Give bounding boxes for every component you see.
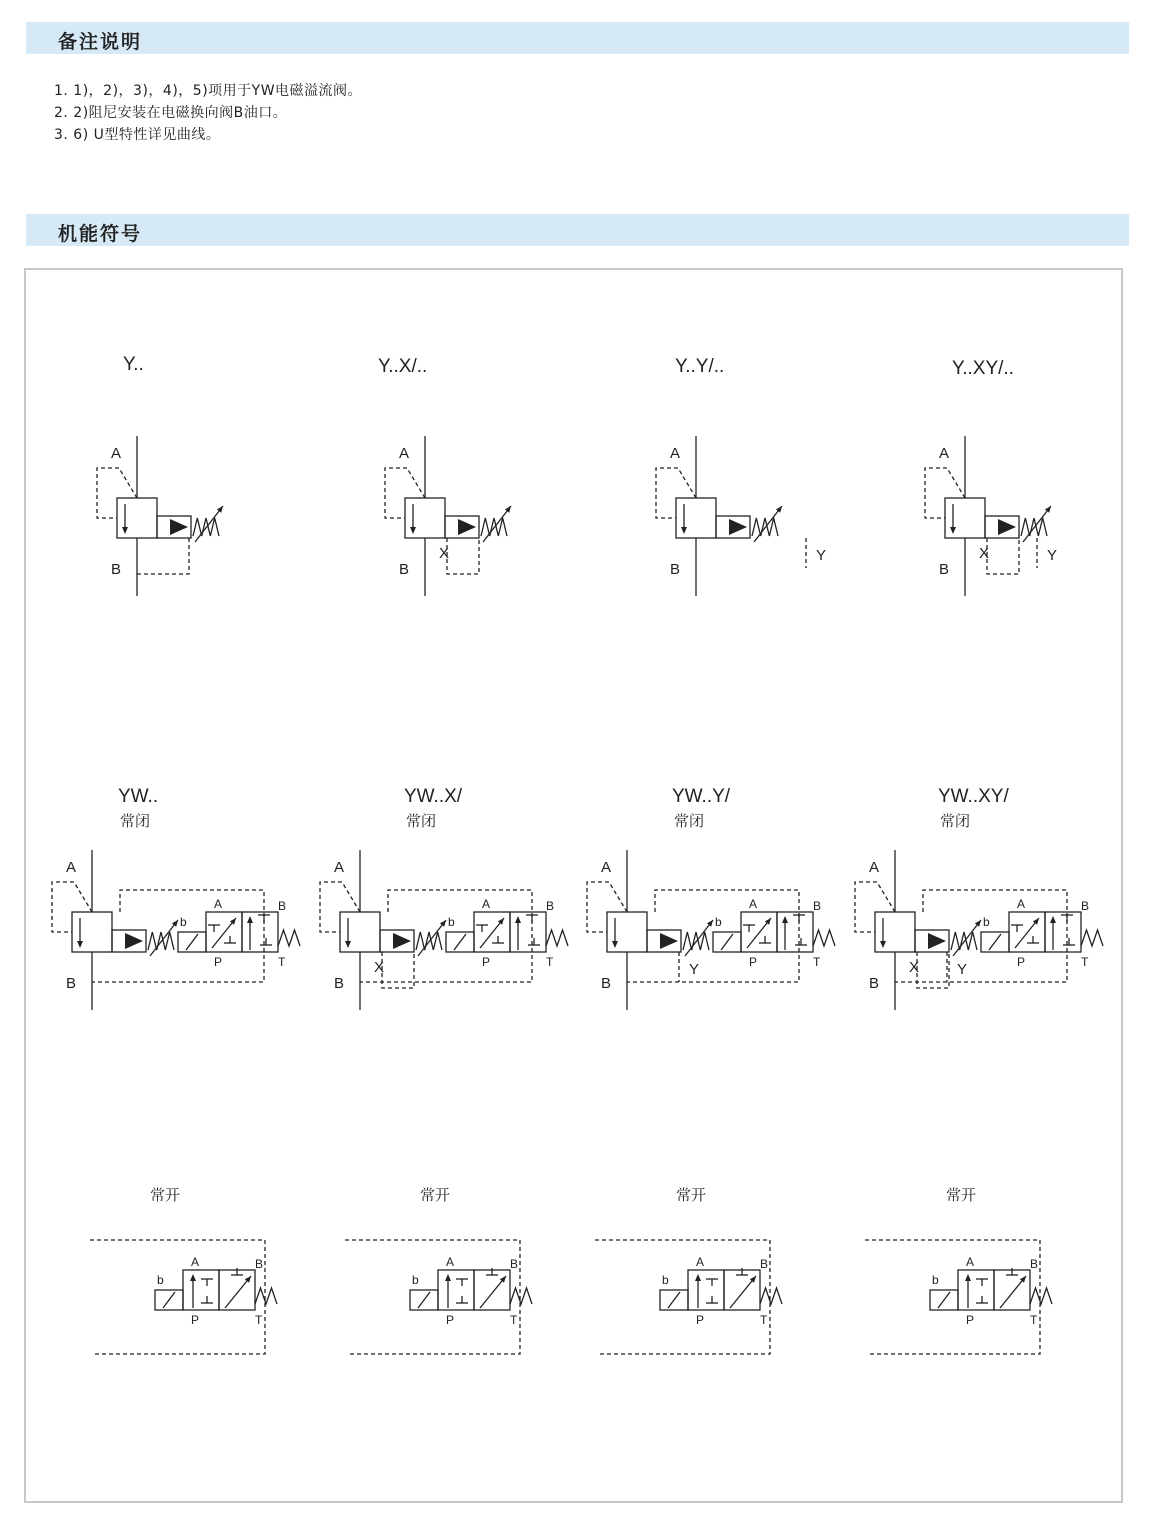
symbol-title: YW..X/ [404, 786, 463, 807]
spring [255, 1288, 277, 1304]
valve-envelope-left [438, 1270, 474, 1310]
spring [278, 930, 300, 946]
solenoid-mark [186, 934, 198, 950]
pilot-triangle [660, 933, 678, 949]
relief-valve-body [945, 498, 985, 538]
port-y-label: Y [1047, 547, 1058, 564]
dir-port-t-label: T [813, 955, 821, 969]
pilot-triangle [458, 519, 476, 535]
dir-port-p-label: P [1017, 955, 1026, 969]
dir-port-a-label: A [749, 897, 758, 911]
spring [510, 1288, 532, 1304]
dir-port-t-label: T [510, 1313, 518, 1327]
symbol-row2-2 [320, 786, 568, 1010]
pilot-line-x [987, 538, 1019, 574]
symbol-subtitle: 常开 [150, 1187, 181, 1204]
relief-valve-body [340, 912, 380, 952]
dir-port-a-label: A [191, 1255, 200, 1269]
symbol-subtitle: 常闭 [940, 813, 971, 830]
pilot-triangle [125, 933, 143, 949]
port-x-label: X [909, 959, 920, 976]
symbol-title: YW.. [118, 786, 159, 807]
relief-valve-body [72, 912, 112, 952]
pilot-triangle [170, 519, 188, 535]
dir-port-t-label: T [546, 955, 554, 969]
dir-port-p-label: P [966, 1313, 975, 1327]
dir-port-b-label: B [1081, 899, 1090, 913]
dir-port-b-label: B [1030, 1257, 1039, 1271]
port-a-label: A [670, 445, 681, 462]
arrow-head [612, 941, 618, 948]
note-item: 1. 1)，2)，3)，4)，5)项用于YW电磁溢流阀。 [54, 83, 363, 99]
valve-envelope-right [219, 1270, 255, 1310]
relief-valve-body [676, 498, 716, 538]
dir-port-t-label: T [255, 1313, 263, 1327]
spring [1030, 1288, 1052, 1304]
valve-envelope-left [183, 1270, 219, 1310]
solenoid-mark [989, 934, 1001, 950]
dir-port-a-label: A [696, 1255, 705, 1269]
solenoid-mark [418, 1292, 430, 1308]
dir-port-a-label: A [214, 897, 223, 911]
solenoid-label: b [157, 1273, 164, 1287]
pilot-triangle [393, 933, 411, 949]
port-a-label: A [869, 859, 880, 876]
dir-port-b-label: B [813, 899, 822, 913]
arrow-head [345, 941, 351, 948]
arrow-head [695, 1274, 701, 1281]
symbol-row2-1 [52, 786, 300, 1010]
dir-port-p-label: P [482, 955, 491, 969]
valve-envelope-left [688, 1270, 724, 1310]
valve-envelope-left [958, 1270, 994, 1310]
port-x-label: X [374, 959, 385, 976]
symbol-title: Y..X/.. [378, 356, 428, 377]
spring [760, 1288, 782, 1304]
symbol-row2-4 [855, 786, 1103, 1010]
symbol-row3-1 [90, 1187, 277, 1354]
relief-valve-body [405, 498, 445, 538]
arrow-head [1050, 916, 1056, 923]
pilot-link [90, 1240, 265, 1354]
symbol-subtitle: 常开 [946, 1187, 977, 1204]
symbol-subtitle: 常闭 [674, 813, 705, 830]
port-y-label: Y [816, 547, 827, 564]
dir-port-t-label: T [278, 955, 286, 969]
dir-port-a-label: A [482, 897, 491, 911]
notes-section-title: 备注说明 [58, 31, 143, 53]
solenoid-label: b [983, 915, 990, 929]
pilot-link [595, 1240, 770, 1354]
arrow-head [247, 916, 253, 923]
spring [813, 930, 835, 946]
arrow-head [880, 941, 886, 948]
dir-port-b-label: B [510, 1257, 519, 1271]
valve-envelope-right [510, 912, 546, 952]
solenoid-mark [163, 1292, 175, 1308]
solenoid-mark [454, 934, 466, 950]
valve-envelope-right [724, 1270, 760, 1310]
arrow-head [77, 941, 83, 948]
dir-port-a-label: A [446, 1255, 455, 1269]
symbol-subtitle: 常开 [676, 1187, 707, 1204]
spring [1081, 930, 1103, 946]
solenoid-label: b [662, 1273, 669, 1287]
port-a-label: A [111, 445, 122, 462]
pilot-triangle [998, 519, 1016, 535]
symbol-title: Y..XY/.. [952, 358, 1014, 379]
port-b-label: B [66, 975, 77, 992]
symbol-row1-2 [378, 356, 511, 596]
arrow-head [190, 1274, 196, 1281]
symbol-row3-4 [865, 1187, 1052, 1354]
valve-envelope-right [777, 912, 813, 952]
arrow-head [950, 527, 956, 534]
arrow-head [515, 916, 521, 923]
pilot-triangle [729, 519, 747, 535]
port-b-label: B [111, 561, 122, 578]
dir-port-p-label: P [749, 955, 758, 969]
note-item: 3. 6) U型特性详见曲线。 [54, 127, 221, 143]
valve-envelope-right [242, 912, 278, 952]
port-y-label: Y [957, 961, 968, 978]
symbol-subtitle: 常开 [420, 1187, 451, 1204]
arrow-head [965, 1274, 971, 1281]
dir-port-t-label: T [760, 1313, 768, 1327]
note-item: 2. 2)阻尼安装在电磁换向阀B油口。 [54, 105, 288, 121]
dir-port-b-label: B [760, 1257, 769, 1271]
port-a-label: A [601, 859, 612, 876]
port-x-label: X [439, 545, 450, 562]
port-x-label: X [979, 545, 990, 562]
symbol-subtitle: 常闭 [120, 813, 151, 830]
spring [546, 930, 568, 946]
solenoid-label: b [932, 1273, 939, 1287]
arrow-head [782, 916, 788, 923]
symbol-title: YW..Y/ [672, 786, 731, 807]
port-a-label: A [334, 859, 345, 876]
solenoid-mark [721, 934, 733, 950]
dir-port-p-label: P [696, 1313, 705, 1327]
pilot-triangle [928, 933, 946, 949]
solenoid-label: b [412, 1273, 419, 1287]
symbol-row3-3 [595, 1187, 782, 1354]
pilot-line-x [447, 538, 479, 574]
port-b-label: B [601, 975, 612, 992]
solenoid-label: b [715, 915, 722, 929]
port-b-label: B [869, 975, 880, 992]
pilot-link [865, 1240, 1040, 1354]
relief-valve-body [607, 912, 647, 952]
symbol-row1-4 [925, 358, 1057, 596]
symbol-row2-3 [587, 786, 835, 1010]
port-b-label: B [670, 561, 681, 578]
arrow-head [445, 1274, 451, 1281]
dir-port-a-label: A [1017, 897, 1026, 911]
relief-valve-body [117, 498, 157, 538]
symbol-subtitle: 常闭 [406, 813, 437, 830]
dir-port-p-label: P [191, 1313, 200, 1327]
port-y-label: Y [689, 961, 700, 978]
dir-port-t-label: T [1030, 1313, 1038, 1327]
symbol-row1-3 [656, 356, 826, 596]
port-a-label: A [399, 445, 410, 462]
arrow-head [122, 527, 128, 534]
solenoid-label: b [448, 915, 455, 929]
solenoid-mark [938, 1292, 950, 1308]
dir-port-p-label: P [446, 1313, 455, 1327]
dir-port-a-label: A [966, 1255, 975, 1269]
valve-envelope-right [474, 1270, 510, 1310]
arrow-head [681, 527, 687, 534]
port-a-label: A [66, 859, 77, 876]
solenoid-label: b [180, 915, 187, 929]
symbol-title: Y..Y/.. [675, 356, 725, 377]
port-a-label: A [939, 445, 950, 462]
symbol-row3-2 [345, 1187, 532, 1354]
dir-port-b-label: B [546, 899, 555, 913]
arrow-head [410, 527, 416, 534]
symbol-title: Y.. [123, 354, 144, 375]
port-b-label: B [939, 561, 950, 578]
port-b-label: B [334, 975, 345, 992]
symbol-title: YW..XY/ [938, 786, 1009, 807]
dir-port-b-label: B [278, 899, 287, 913]
pilot-link [345, 1240, 520, 1354]
dir-port-t-label: T [1081, 955, 1089, 969]
port-b-label: B [399, 561, 410, 578]
symbol-row1-1 [97, 354, 223, 596]
dir-port-b-label: B [255, 1257, 264, 1271]
relief-valve-body [875, 912, 915, 952]
dir-port-p-label: P [214, 955, 223, 969]
valve-envelope-right [994, 1270, 1030, 1310]
symbols-section-title: 机能符号 [58, 223, 143, 245]
valve-envelope-right [1045, 912, 1081, 952]
solenoid-mark [668, 1292, 680, 1308]
pilot-drain-b [137, 538, 189, 574]
